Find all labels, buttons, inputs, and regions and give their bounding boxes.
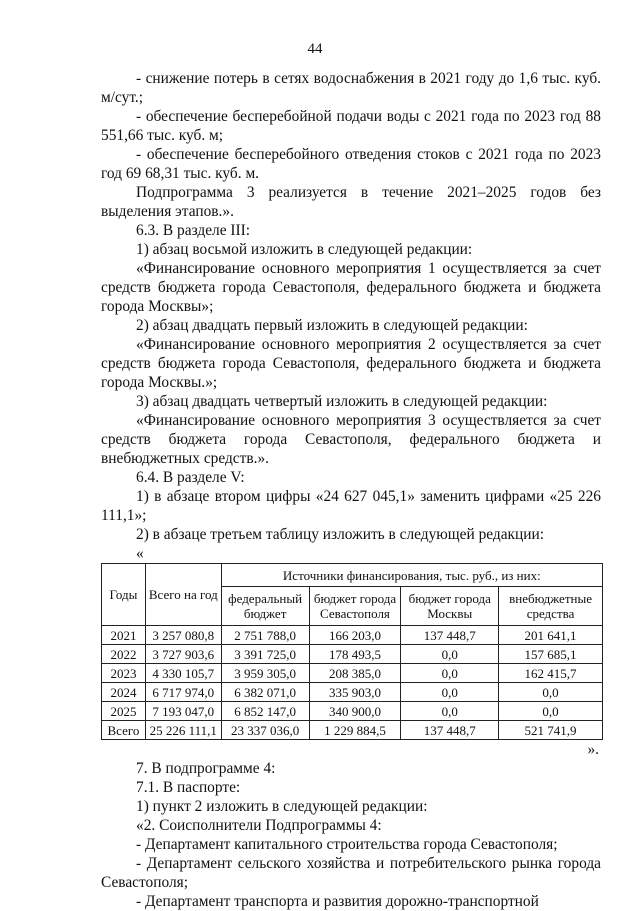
cell-moscow: 137 448,7: [401, 626, 499, 645]
cell-offbudget: 157 685,1: [499, 645, 603, 664]
paragraph: «Финансирование основного мероприятия 3 осуществляется за счет средств бюджета города Севастополя, федерального бюджета и внебюджетных средств.».: [101, 412, 601, 467]
cell-moscow: 0,0: [401, 702, 499, 721]
cell-total: 6 717 974,0: [145, 683, 221, 702]
cell-total: 3 257 080,8: [145, 626, 221, 645]
open-quote: «: [136, 545, 144, 562]
cell-moscow: 0,0: [401, 664, 499, 683]
cell-year: 2024: [102, 683, 146, 702]
cell-total: 25 226 111,1: [145, 721, 221, 740]
cell-year: 2025: [102, 702, 146, 721]
paragraph: 1) в абзаце втором цифры «24 627 045,1» заменить цифрами «25 226 111,1»;: [101, 488, 601, 524]
cell-moscow: 137 448,7: [401, 721, 499, 740]
cell-offbudget: 0,0: [499, 702, 603, 721]
table-row: [102, 664, 603, 683]
cell-sevastopol: 208 385,0: [309, 664, 401, 683]
paragraph: - обеспечение бесперебойного отведения стоков с 2021 года по 2023 год 69 68,31 тыс. куб. м.: [101, 146, 601, 182]
table-row: [102, 683, 603, 702]
cell-total: 4 330 105,7: [145, 664, 221, 683]
header-total: Всего на год: [145, 564, 221, 626]
cell-offbudget: 521 741,9: [499, 721, 603, 740]
cell-federal: 3 391 725,0: [221, 645, 309, 664]
close-quote: ».: [587, 741, 599, 758]
paragraph: 6.3. В разделе III:: [136, 222, 251, 239]
cell-offbudget: 0,0: [499, 683, 603, 702]
cell-sevastopol: 1 229 884,5: [309, 721, 401, 740]
table-row: [102, 702, 603, 721]
header-sevastopol: бюджет города Севастополя: [309, 587, 401, 626]
paragraph: - обеспечение бесперебойной подачи воды с 2021 года по 2023 год 88 551,66 тыс. куб. м;: [101, 108, 601, 144]
table-row: [102, 626, 603, 645]
financing-table: [101, 563, 603, 740]
cell-sevastopol: 340 900,0: [309, 702, 401, 721]
header-offbudget: внебюджетные средства: [499, 587, 603, 626]
cell-total: 7 193 047,0: [145, 702, 221, 721]
paragraph: - снижение потерь в сетях водоснабжения в 2021 году до 1,6 тыс. куб. м/сут.;: [101, 70, 601, 106]
paragraph: 7.1. В паспорте:: [136, 779, 241, 796]
cell-federal: 3 959 305,0: [221, 664, 309, 683]
cell-sevastopol: 335 903,0: [309, 683, 401, 702]
cell-year: 2022: [102, 645, 146, 664]
paragraph: 2) абзац двадцать первый изложить в следующей редакции:: [136, 317, 528, 334]
header-sources: Источники финансирования, тыс. руб., из них:: [221, 564, 602, 587]
table-row-total: [102, 721, 603, 740]
paragraph: «2. Соисполнители Подпрограммы 4:: [136, 817, 382, 834]
header-federal: федеральный бюджет: [221, 587, 309, 626]
cell-offbudget: 162 415,7: [499, 664, 603, 683]
table-row: [102, 645, 603, 664]
cell-sevastopol: 166 203,0: [309, 626, 401, 645]
cell-total: 3 727 903,6: [145, 645, 221, 664]
paragraph: - Департамент сельского хозяйства и потребительского рынка города Севастополя;: [101, 855, 601, 891]
header-years: Годы: [102, 564, 146, 626]
cell-year: Всего: [102, 721, 146, 740]
page-number: 44: [307, 41, 323, 57]
cell-moscow: 0,0: [401, 683, 499, 702]
paragraph: - Департамент транспорта и развития дорожно-транспортной: [136, 893, 539, 910]
cell-year: 2023: [102, 664, 146, 683]
paragraph: 7. В подпрограмме 4:: [136, 760, 276, 777]
paragraph: 1) абзац восьмой изложить в следующей редакции:: [136, 241, 473, 258]
cell-federal: 2 751 788,0: [221, 626, 309, 645]
paragraph: Подпрограмма 3 реализуется в течение 2021–2025 годов без выделения этапов.».: [101, 184, 601, 220]
paragraph: - Департамент капитального строительства города Севастополя;: [136, 836, 558, 853]
paragraph: 1) пункт 2 изложить в следующей редакции:: [136, 798, 428, 815]
cell-year: 2021: [102, 626, 146, 645]
cell-federal: 6 852 147,0: [221, 702, 309, 721]
paragraph: 6.4. В разделе V:: [136, 469, 245, 486]
cell-sevastopol: 178 493,5: [309, 645, 401, 664]
paragraph: «Финансирование основного мероприятия 2 осуществляется за счет средств бюджета города Севастополя, федерального бюджета и бюджета города Москвы.»;: [101, 336, 601, 391]
paragraph: «Финансирование основного мероприятия 1 осуществляется за счет средств бюджета города Севастополя, федерального бюджета и бюджета города Москвы»;: [101, 260, 601, 315]
header-moscow: бюджет города Москвы: [401, 587, 499, 626]
cell-offbudget: 201 641,1: [499, 626, 603, 645]
cell-federal: 23 337 036,0: [221, 721, 309, 740]
body-text: [101, 69, 601, 911]
cell-federal: 6 382 071,0: [221, 683, 309, 702]
cell-moscow: 0,0: [401, 645, 499, 664]
paragraph: 2) в абзаце третьем таблицу изложить в следующей редакции:: [136, 526, 545, 543]
paragraph: 3) абзац двадцать четвертый изложить в следующей редакции:: [136, 393, 548, 410]
